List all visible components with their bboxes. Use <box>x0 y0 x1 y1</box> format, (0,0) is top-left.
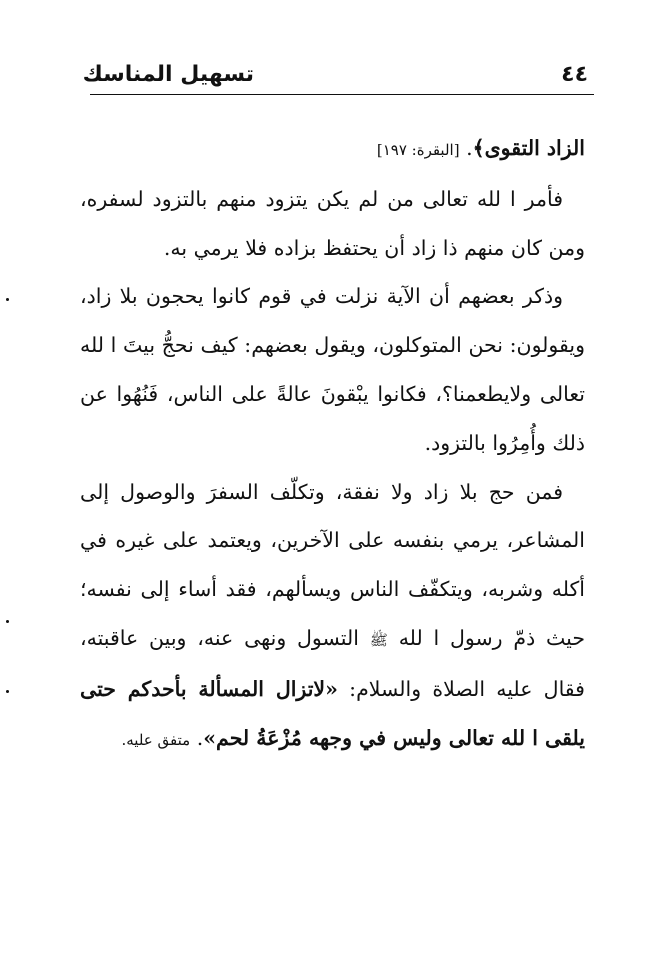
commentary-text-3a: فمن حج بلا زاد ولا نفقة، وتكلّف السفرَ والوصول إلى المشاعر، يرمي بنفسه على الآخرين، ويعتمد على غيره في أكله وشربه، ويتكفّف الناس ويسألهم، فقد أساء إلى نفسه؛ حيث ذمّ رسول ا لله <box>80 479 585 650</box>
commentary-paragraph-1 <box>80 175 585 273</box>
hadith-source: متفق عليه. <box>121 730 191 749</box>
salutation-symbol: ﷺ <box>369 630 388 649</box>
verse-citation: [البقرة: ١٩٧] <box>376 141 460 159</box>
commentary-paragraph-2 <box>80 272 585 467</box>
hadith-end-dot: . <box>196 725 204 750</box>
quran-bracket-symbol: ﴾ <box>472 136 485 160</box>
hadith-text: «لاتزال المسألة بأحدكم حتى يلقى ا لله تعالى وليس في وجهه مُزْعَةُ لحم» <box>80 676 585 750</box>
commentary-text-1: فأمر ا لله تعالى من لم يكن يتزود منهم بالتزود لسفره، ومن كان منهم ذا زاد أن يحتفظ بزاده فلا يرمي به. <box>80 186 585 260</box>
page-body <box>80 124 585 764</box>
verse-paragraph <box>80 124 585 175</box>
commentary-text-2: وذكر بعضهم أن الآية نزلت في قوم كانوا يحجون بلا زاد، ويقولون: نحن المتوكلون، ويقول بعضهم: كيف نحجُّ بيتَ ا لله تعالى ولايطعمنا؟، فكانوا يبْقونَ عالةً على الناس، فَنُهُوا عن ذلك وأُمِرُوا بالتزود. <box>80 284 585 455</box>
commentary-text-3b: التسول ونهى عنه، وبين عاقبته، فقال عليه الصلاة والسلام: <box>80 625 585 701</box>
margin-mark-1 <box>6 298 9 301</box>
book-title: تسهيل المناسك <box>82 62 254 87</box>
margin-mark-2 <box>6 620 9 623</box>
verse-bold-text: الزاد التقوى <box>484 136 585 160</box>
verse-end-dot: . <box>466 136 473 160</box>
commentary-paragraph-3 <box>80 468 585 765</box>
page-header <box>82 54 594 95</box>
page-number: ٤٤ <box>561 62 588 87</box>
margin-mark-3 <box>6 690 9 693</box>
